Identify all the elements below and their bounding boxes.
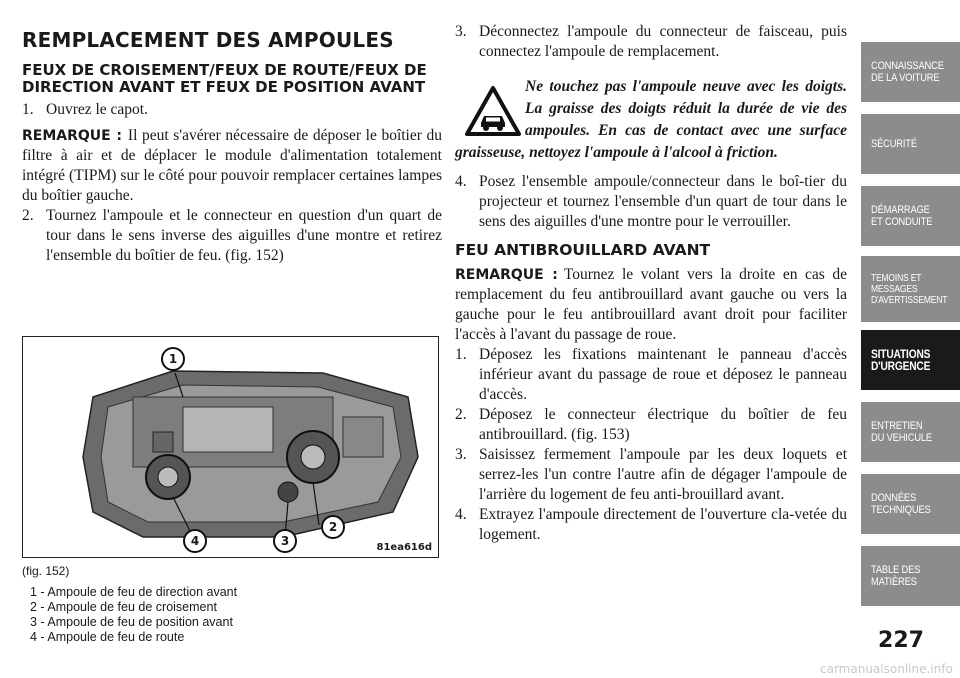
step-number: 3. [455, 446, 467, 463]
step-text: Ouvrez le capot. [46, 101, 148, 118]
step-2 [22, 206, 442, 266]
tab-securite[interactable] [861, 114, 960, 174]
figure-code: 81ea616d [376, 542, 432, 553]
step-text: Déposez les fixations maintenant le panneau d'accès inférieur avant du passage de roue et déposez le panneau d'accès. [479, 346, 847, 403]
step-number: 4. [455, 506, 467, 523]
remark-text: Il peut s'avérer nécessaire de déposer le boîtier du filtre à air et de déplacer le module d'alimentation totalement intégré (TIPM) sur le côté pour pouvoir remplacer certaines lampes du boîtier gauche. [22, 127, 442, 204]
tab-connaissance[interactable] [861, 42, 960, 102]
left-column [22, 28, 442, 266]
callout-3 [273, 529, 297, 553]
fog-step-2 [455, 405, 847, 445]
step-number: 2. [455, 406, 467, 423]
tab-donnees[interactable] [861, 474, 960, 534]
tab-label: ENTRETIEN DU VEHICULE [871, 420, 933, 444]
tab-label: TEMOINS ET MESSAGES D'AVERTISSEMENT [871, 272, 948, 306]
tab-label: TABLE DES MATIÈRES [871, 564, 921, 588]
legend-item: 3 - Ampoule de feu de position avant [30, 615, 233, 629]
legend-item: 4 - Ampoule de feu de route [30, 630, 185, 644]
tab-demarrage[interactable] [861, 186, 960, 246]
page-title: REMPLACEMENT DES AMPOULES [22, 28, 394, 52]
figure-caption: (fig. 152) [22, 564, 70, 578]
step-text: Tournez l'ampoule et le connecteur en question d'un quart de tour dans le sens inverse des aiguilles d'une montre et retirez l'ensemble du boîtier de feu. (fig. 152) [46, 207, 442, 264]
callout-number: 4 [190, 534, 200, 548]
tab-label: DONNÉES TECHNIQUES [871, 492, 931, 516]
warning-message: Ne touchez pas l'ampoule neuve avec les doigts. La graisse des doigts réduit la durée de vie des ampoules. En cas de contact avec une surface graisseuse, nettoyez l'ampoule à l'alcool à friction. [455, 78, 847, 161]
callout-number: 3 [280, 534, 290, 548]
step-text: Déposez le connecteur électrique du boîtier de feu antibrouillard. (fig. 153) [479, 406, 847, 443]
tab-table-matieres[interactable] [861, 546, 960, 606]
callout-2 [321, 515, 345, 539]
step-1 [22, 100, 442, 120]
page-number: 227 [878, 628, 924, 653]
fog-step-4 [455, 505, 847, 545]
remark-paragraph [22, 126, 442, 206]
headlamp-figure [22, 336, 439, 558]
step-text: Posez l'ensemble ampoule/connecteur dans le boî-tier du projecteur et tournez l'ensemble d'un quart de tour dans le sens des aiguilles d'une montre pour le verrouiller. [479, 173, 847, 230]
remark-text: Tournez le volant vers la droite en cas de remplacement du feu antibrouillard avant gauche ou vers la gauche pour le feu antibrouillard avant droit pour faciliter l'accès à l'avant du passage de roue. [455, 266, 847, 343]
fog-steps [455, 345, 847, 545]
figure-legend [30, 585, 237, 645]
tab-label: SITUATIONS D'URGENCE [871, 347, 931, 373]
watermark: carmanualsonline.info [820, 662, 953, 676]
section-heading-fog: FEU ANTIBROUILLARD AVANT [455, 241, 711, 259]
remark-label: REMARQUE : [455, 267, 558, 283]
step-4 [455, 172, 847, 232]
step-number: 1. [455, 346, 467, 363]
tab-entretien[interactable] [861, 402, 960, 462]
callout-4 [183, 529, 207, 553]
chapter-tabs [861, 0, 960, 678]
callout-number: 2 [328, 520, 338, 534]
tab-temoins[interactable] [861, 256, 960, 322]
tab-label: CONNAISSANCE DE LA VOITURE [871, 60, 944, 84]
section-heading: FEUX DE CROISEMENT/FEUX DE ROUTE/FEUX DE DIRECTION AVANT ET FEUX DE POSITION AVANT [22, 61, 427, 96]
legend-item: 1 - Ampoule de feu de direction avant [30, 585, 238, 599]
callout-1 [161, 347, 185, 371]
step-3 [455, 22, 847, 62]
step-text: Saisissez fermement l'ampoule par les deux loquets et serrez-les l'un contre l'autre afin de dégager l'ampoule de l'arrière du logement de feu anti-brouillard avant. [479, 446, 847, 503]
callout-number: 1 [168, 352, 178, 366]
step-number: 2. [22, 207, 34, 224]
remark-label: REMARQUE : [22, 128, 122, 144]
warning-triangle-car-icon [465, 85, 521, 137]
step-text: Extrayez l'ampoule directement de l'ouverture cla-vetée du logement. [479, 506, 847, 543]
step-number: 1. [22, 101, 34, 118]
tab-situations-urgence[interactable] [861, 330, 960, 390]
legend-item: 2 - Ampoule de feu de croisement [30, 600, 217, 614]
remark-paragraph [455, 265, 847, 345]
step-text: Déconnectez l'ampoule du connecteur de faisceau, puis connectez l'ampoule de remplacement. [479, 23, 847, 60]
fog-step-1 [455, 345, 847, 405]
headlamp-illustration [23, 337, 437, 556]
step-number: 3. [455, 23, 467, 40]
tab-label: DÉMARRAGE ET CONDUITE [871, 204, 933, 228]
step-number: 4. [455, 173, 467, 190]
tab-label: SÉCURITÉ [871, 138, 917, 150]
fog-step-3 [455, 445, 847, 505]
